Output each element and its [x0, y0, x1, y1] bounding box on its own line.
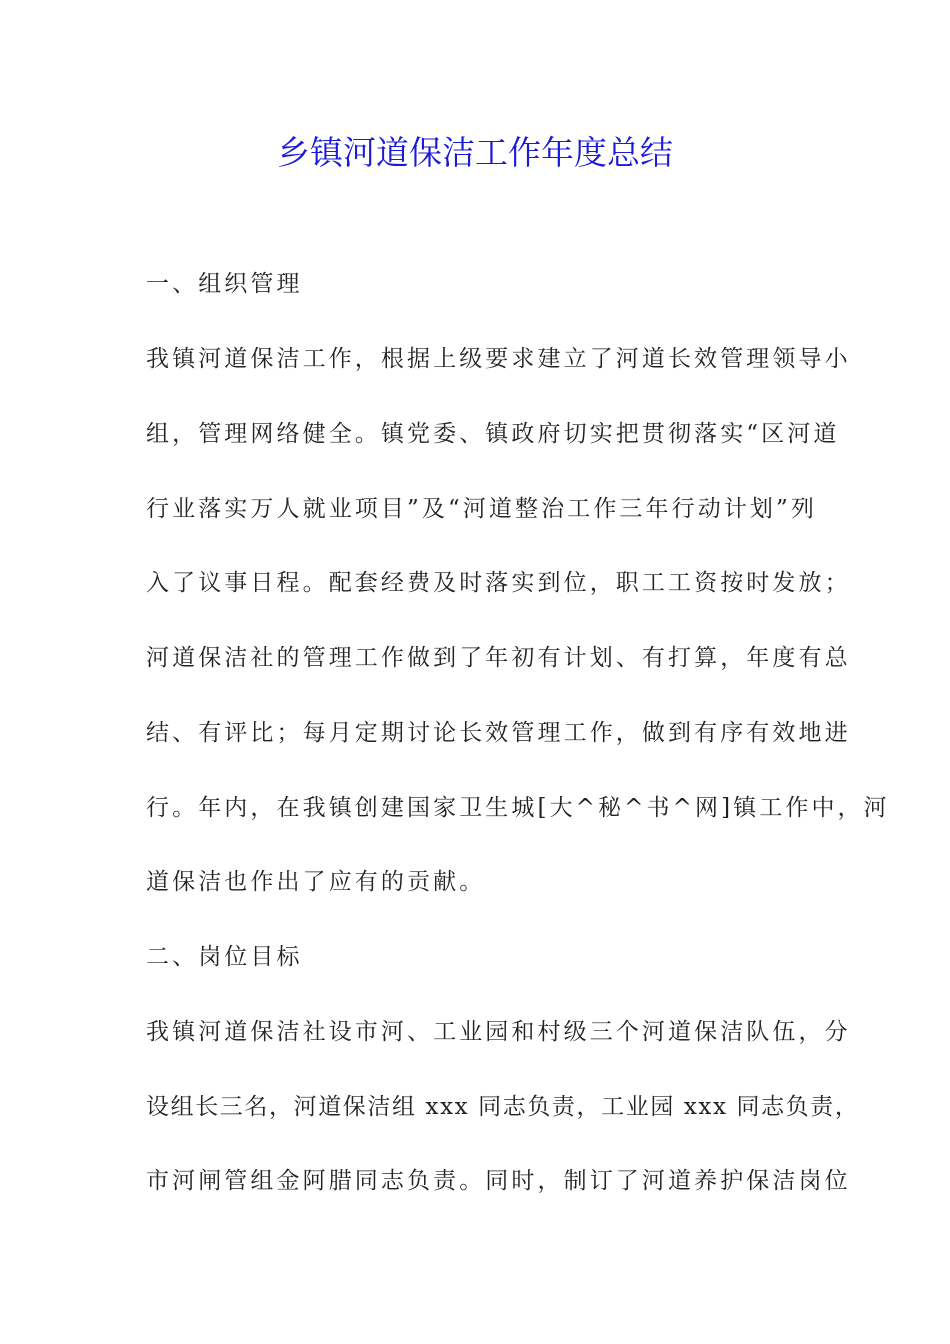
- paragraph-line: 我镇河道保洁社设市河、工业园和村级三个河道保洁队伍，分: [146, 1019, 851, 1045]
- paragraph-line: 入了议事日程。配套经费及时落实到位，职工工资按时发放；: [146, 570, 851, 596]
- paragraph-line: 结、有评比；每月定期讨论长效管理工作，做到有序有效地进: [146, 720, 851, 746]
- paragraph-line: 行。年内，在我镇创建国家卫生城[大^秘^书^网]镇工作中，河: [146, 795, 890, 821]
- paragraph-line: 河道保洁社的管理工作做到了年初有计划、有打算，年度有总: [146, 645, 851, 671]
- paragraph-line: 设组长三名，河道保洁组 xxx 同志负责，工业园 xxx 同志负责，: [146, 1094, 860, 1120]
- document-title: 乡镇河道保洁工作年度总结: [277, 133, 673, 172]
- paragraph-line: 道保洁也作出了应有的贡献。: [146, 869, 486, 895]
- section-heading-post-targets: 二、岗位目标: [146, 944, 303, 970]
- paragraph-line: 市河闸管组金阿腊同志负责。同时，制订了河道养护保洁岗位: [146, 1168, 851, 1194]
- paragraph-line: 组，管理网络健全。镇党委、镇政府切实把贯彻落实“区河道: [146, 421, 840, 447]
- paragraph-line: 我镇河道保洁工作，根据上级要求建立了河道长效管理领导小: [146, 346, 851, 372]
- paragraph-line: 行业落实万人就业项目”及“河道整治工作三年行动计划”列: [146, 496, 817, 522]
- section-heading-organization: 一、组织管理: [146, 271, 303, 297]
